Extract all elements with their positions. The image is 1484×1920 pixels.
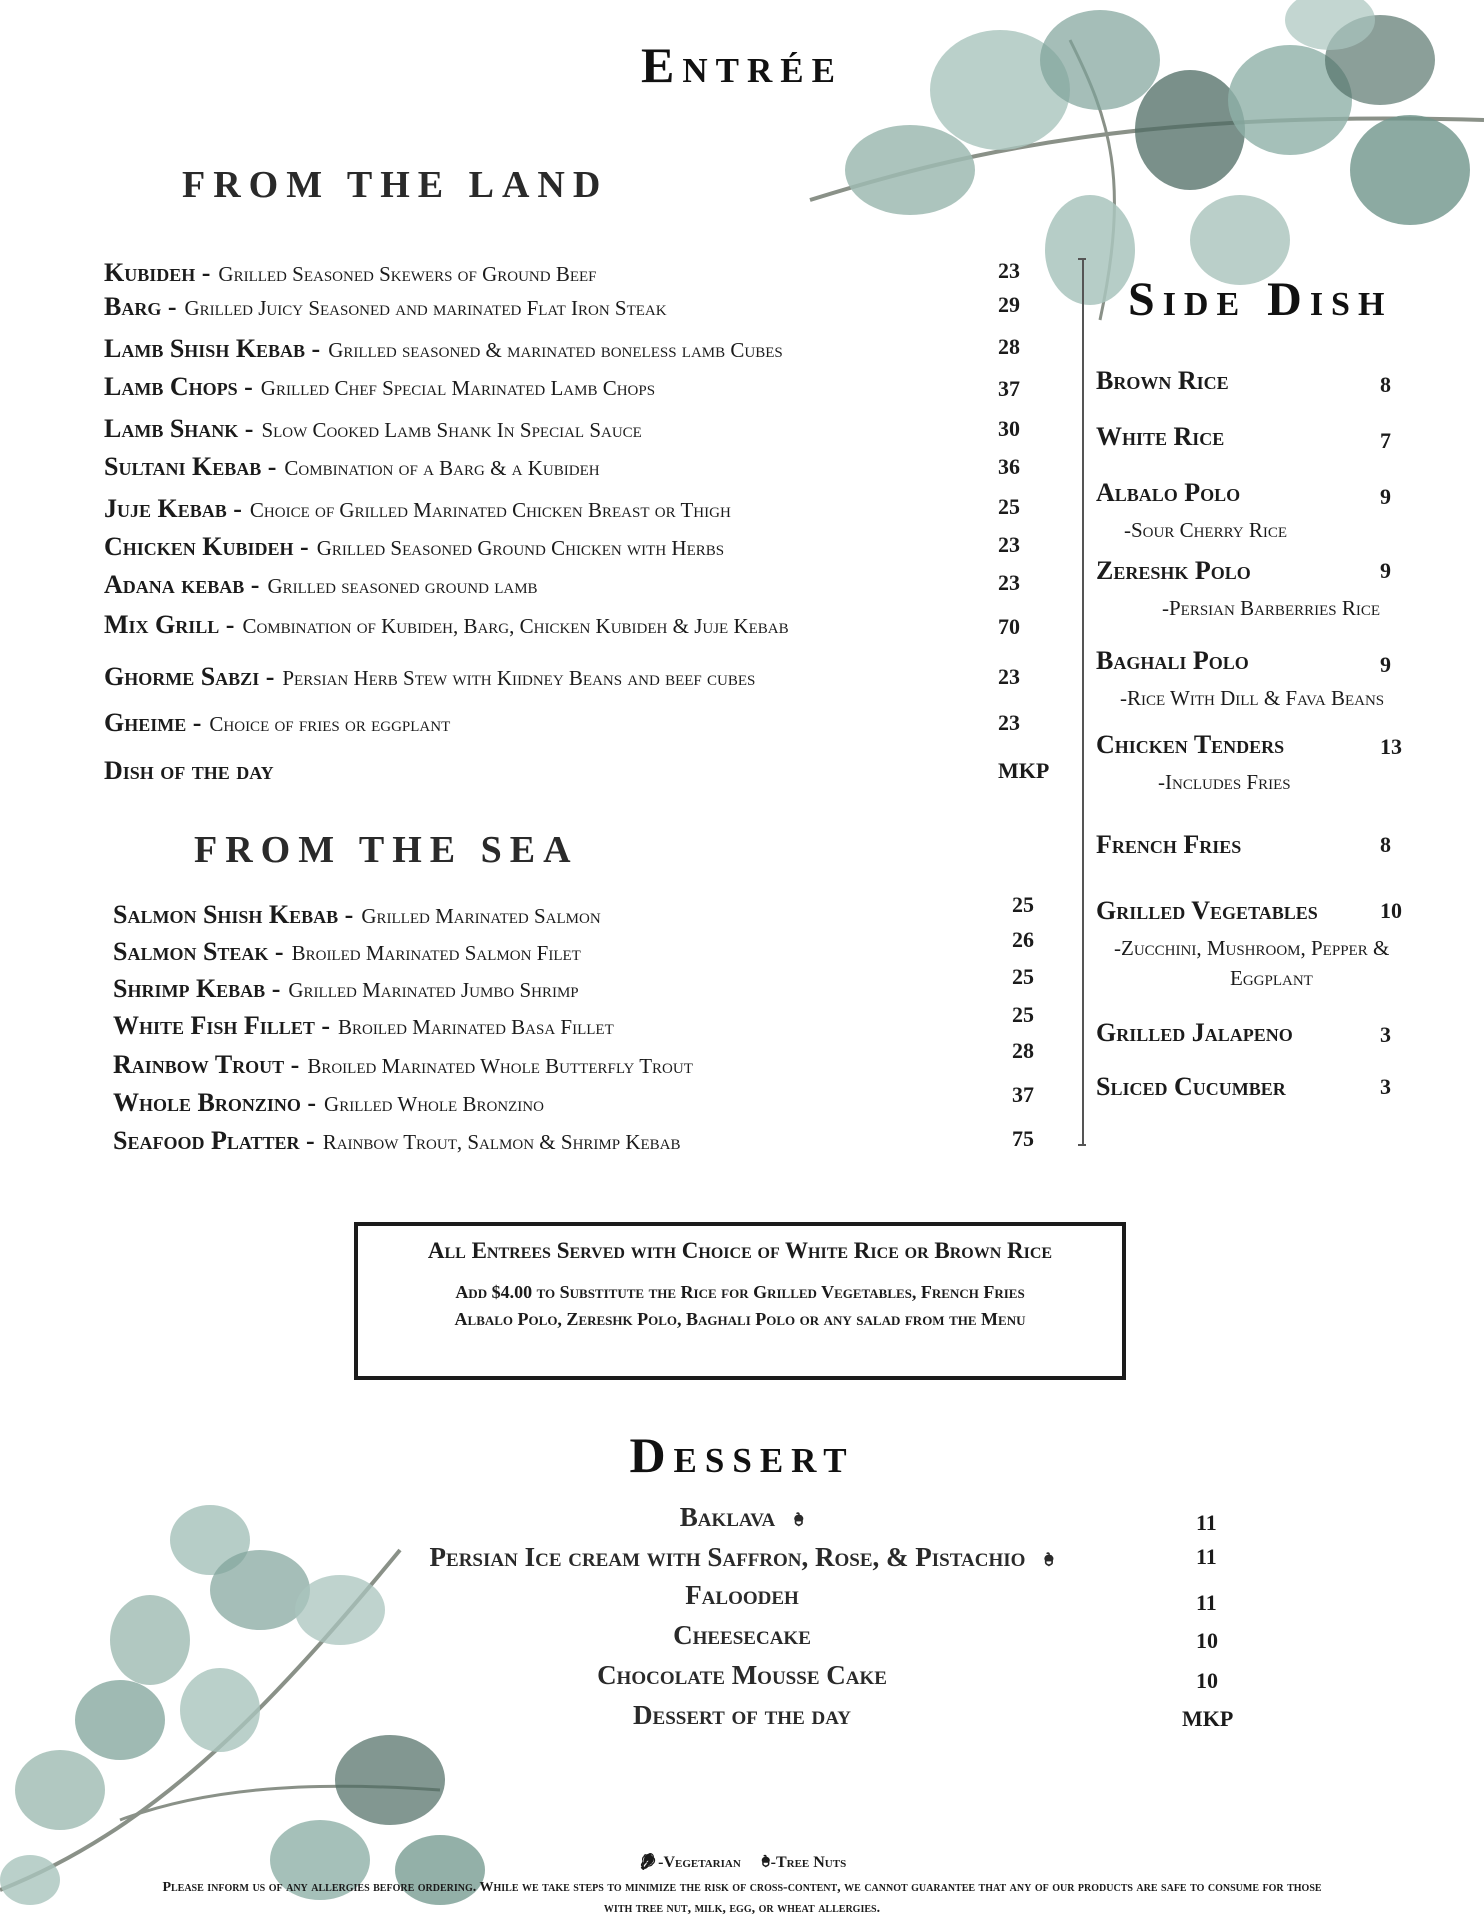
dessert-item [0,1660,1484,1691]
side-dish-note: -Persian Barberries Rice [1162,596,1381,620]
vegetarian-icon: 🥬︎ [637,1854,659,1871]
dish-description: Slow Cooked Lamb Shank In Special Sauce [261,418,642,442]
dietary-legend [0,1852,1484,1872]
dish-price: MKP [998,758,1050,783]
land-menu-item [104,372,655,402]
dish-description: Choice of Grilled Marinated Chicken Breast or Thigh [249,498,731,522]
dish-description: Broiled Marinated Whole Butterfly Trout [307,1054,693,1078]
dish-name: Rainbow Trout - [113,1050,300,1079]
dessert-item [0,1620,1484,1651]
dish-price: 28 [998,334,1020,359]
dessert-item [0,1542,1484,1573]
dish-name: Juje Kebab - [104,494,242,523]
rice-note-box [354,1222,1126,1380]
land-menu-item [104,756,274,786]
dish-price: 23 [998,710,1020,735]
dish-description: Grilled seasoned & marinated boneless lamb Cubes [328,338,783,362]
from-the-land-heading: FROM THE LAND [182,164,609,206]
side-dish-heading: Side Dish [1128,273,1393,326]
dish-name: Lamb Shank - [104,414,254,443]
dish-name: Chicken Kubideh - [104,532,309,561]
side-dish-name: Grilled Vegetables [1096,896,1318,925]
rice-note-line-3: Albalo Polo, Zereshk Polo, Baghali Polo or any salad from the Menu [454,1309,1026,1329]
land-menu-item [104,334,783,364]
tree-nut-icon: 🌰︎ [760,1854,771,1871]
dessert-item [0,1580,1484,1611]
dish-price: 37 [1012,1082,1034,1107]
side-dish-price: 9 [1380,484,1391,509]
land-menu-item [104,258,597,288]
dish-description: Grilled Seasoned Ground Chicken with Herbs [316,536,725,560]
sea-menu-item [113,1126,681,1156]
dessert-price: 11 [1196,1590,1217,1615]
dessert-name: Faloodeh [685,1580,799,1610]
legend-tree-nuts: -Tree Nuts [770,1854,847,1871]
dish-price: 75 [1012,1126,1034,1151]
dish-price: 23 [998,664,1020,689]
dish-name: Lamb Shish Kebab - [104,334,321,363]
dish-description: Persian Herb Stew with Kiidney Beans and beef cubes [282,666,756,690]
legend-vegetarian: -Vegetarian [658,1854,741,1871]
sea-menu-item [113,937,581,967]
sea-menu-item [113,1050,693,1080]
side-dish-price: 10 [1380,898,1402,923]
side-dish-name: Sliced Cucumber [1096,1072,1286,1101]
dish-description: Grilled Chef Special Marinated Lamb Chops [260,376,656,400]
dish-price: 25 [1012,892,1034,917]
side-dish-note: -Zucchini, Mushroom, Pepper & [1114,936,1390,960]
column-divider [1082,258,1084,1146]
side-dish-price: 8 [1380,832,1391,857]
dessert-name: Persian Ice cream with Saffron, Rose, & Pistachio [429,1542,1026,1572]
dessert-item [0,1700,1484,1731]
side-dish-note: Eggplant [1230,966,1313,990]
dish-name: Sultani Kebab - [104,452,277,481]
side-dish-name: White Rice [1096,422,1225,451]
side-dish-name: Albalo Polo [1096,478,1241,507]
dessert-item [0,1502,1484,1533]
dish-name: Barg - [104,292,177,321]
land-menu-item [104,494,731,524]
tree-nut-icon: 🌰︎ [793,1510,805,1530]
dish-price: 30 [998,416,1020,441]
entree-title: Entrée [641,37,843,93]
dish-name: White Fish Fillet - [113,1011,330,1040]
dish-price: 28 [1012,1038,1034,1063]
side-dish-name: Baghali Polo [1096,646,1249,675]
dish-name: Adana kebab - [104,570,260,599]
side-dish-name: Chicken Tenders [1096,730,1285,759]
dessert-name: Cheesecake [673,1620,811,1650]
side-dish-price: 3 [1380,1022,1391,1047]
dish-price: 23 [998,258,1020,283]
dessert-name: Chocolate Mousse Cake [597,1660,887,1690]
dish-description: Grilled Seasoned Skewers of Ground Beef [218,262,597,286]
dish-description: Choice of fries or eggplant [209,712,451,736]
land-menu-item [104,452,600,482]
dessert-name: Baklava [679,1502,776,1532]
sea-menu-item [113,974,579,1004]
dish-name: Kubideh - [104,258,211,287]
dish-name: Whole Bronzino - [113,1088,317,1117]
dish-price: 25 [998,494,1020,519]
dessert-price: 10 [1196,1668,1218,1693]
land-menu-item [104,708,450,738]
side-dish-name: Zereshk Polo [1096,556,1251,585]
dish-name: Gheime - [104,708,202,737]
dish-price: 25 [1012,1002,1034,1027]
dish-name: Salmon Shish Kebab - [113,900,354,929]
dish-price: 36 [998,454,1020,479]
dish-price: 26 [1012,927,1034,952]
side-dish-price: 3 [1380,1074,1391,1099]
dessert-price: 11 [1196,1544,1217,1569]
land-menu-item [104,570,538,600]
dish-price: 29 [998,292,1020,317]
tree-nut-icon: 🌰︎ [1043,1550,1055,1570]
side-dish-name: French Fries [1096,830,1242,859]
side-dish-price: 7 [1380,428,1391,453]
side-dish-note: -Sour Cherry Rice [1124,518,1288,542]
allergy-footer-line-2: with tree nut, milk, egg, or wheat allergies. [603,1901,881,1916]
side-dish-name: Brown Rice [1096,366,1229,395]
side-dish-price: 13 [1380,734,1402,759]
dessert-heading: Dessert [629,1427,855,1483]
dish-name: Ghorme Sabzi - [104,662,275,691]
side-dish-price: 9 [1380,652,1391,677]
dish-description: Broiled Marinated Salmon Filet [291,941,581,965]
side-dish-name: Grilled Jalapeno [1096,1018,1293,1047]
dish-price: 70 [998,614,1020,639]
dessert-price: 10 [1196,1628,1218,1653]
dish-description: Rainbow Trout, Salmon & Shrimp Kebab [322,1130,681,1154]
sea-menu-item [113,1088,544,1118]
dish-description: Grilled seasoned ground lamb [267,574,538,598]
from-the-sea-heading: FROM THE SEA [194,829,579,871]
side-dish-price: 8 [1380,372,1391,397]
land-menu-item [104,662,755,692]
dish-name: Salmon Steak - [113,937,284,966]
dish-price: 37 [998,376,1020,401]
dish-price: 23 [998,570,1020,595]
dish-name: Lamb Chops - [104,372,253,401]
dish-description: Grilled Whole Bronzino [324,1092,544,1116]
dessert-price: MKP [1182,1706,1234,1731]
rice-note-line-1: All Entrees Served with Choice of White Rice or Brown Rice [427,1238,1053,1263]
dish-name: Dish of the day [104,756,274,785]
dish-name: Seafood Platter - [113,1126,315,1155]
land-menu-item [104,414,642,444]
side-dish-note: -Includes Fries [1158,770,1291,794]
dish-price: 23 [998,532,1020,557]
dish-description: Grilled Marinated Jumbo Shrimp [288,978,579,1002]
sea-menu-item [113,1011,614,1041]
dish-name: Shrimp Kebab - [113,974,281,1003]
sea-menu-item [113,900,601,930]
dessert-price: 11 [1196,1510,1217,1535]
allergy-footer-line-1: Please inform us of any allergies before ordering. While we take steps to minimize the risk of cross-content, we cannot guarantee that any of our products are safe to consume for those [162,1880,1322,1895]
land-menu-item [104,292,667,322]
dish-description: Grilled Juicy Seasoned and marinated Flat Iron Steak [184,296,667,320]
dish-name: Mix Grill - [104,610,235,639]
dish-description: Combination of Kubideh, Barg, Chicken Kubideh & Juje Kebab [242,614,789,638]
dish-description: Broiled Marinated Basa Fillet [337,1015,614,1039]
rice-note-line-2: Add $4.00 to Substitute the Rice for Grilled Vegetables, French Fries [455,1282,1025,1302]
land-menu-item [104,610,789,640]
dish-price: 25 [1012,964,1034,989]
dish-description: Grilled Marinated Salmon [361,904,601,928]
side-dish-note: -Rice With Dill & Fava Beans [1120,686,1385,710]
land-menu-item [104,532,724,562]
dessert-name: Dessert of the day [633,1700,851,1730]
dish-description: Combination of a Barg & a Kubideh [284,456,600,480]
side-dish-price: 9 [1380,558,1391,583]
